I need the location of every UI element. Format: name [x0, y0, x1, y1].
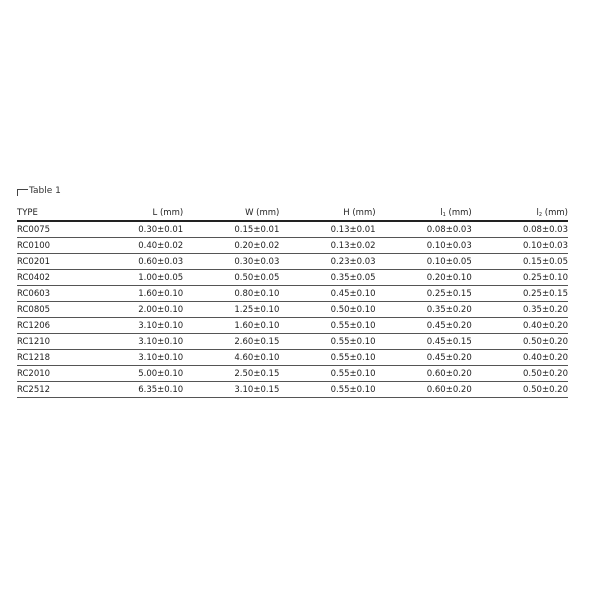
- value-cell: 0.45±0.10: [279, 286, 375, 302]
- header-unit: (mm): [253, 208, 280, 218]
- caption-bracket-icon: [17, 189, 28, 196]
- header-unit: (mm): [157, 208, 184, 218]
- type-cell: RC0402: [17, 270, 87, 286]
- table-row: [17, 350, 568, 366]
- table-caption: [17, 186, 61, 196]
- header-label: l: [440, 208, 443, 218]
- dimensions-table: [17, 204, 568, 398]
- value-cell: 1.60±0.10: [87, 286, 183, 302]
- caption-text: Table 1: [29, 186, 61, 196]
- value-cell: 0.15±0.05: [472, 254, 568, 270]
- value-cell: 0.55±0.10: [279, 334, 375, 350]
- header-label: L: [152, 208, 158, 218]
- value-cell: 1.60±0.10: [183, 318, 279, 334]
- value-cell: 0.45±0.20: [376, 350, 472, 366]
- type-cell: RC0075: [17, 221, 87, 238]
- value-cell: 0.45±0.20: [376, 318, 472, 334]
- value-cell: 0.50±0.05: [183, 270, 279, 286]
- value-cell: 2.50±0.15: [183, 366, 279, 382]
- value-cell: 0.20±0.10: [376, 270, 472, 286]
- value-cell: 0.25±0.15: [376, 286, 472, 302]
- value-cell: 2.00±0.10: [87, 302, 183, 318]
- type-cell: RC2010: [17, 366, 87, 382]
- value-cell: 0.45±0.15: [376, 334, 472, 350]
- header-unit: (mm): [445, 208, 472, 218]
- value-cell: 0.10±0.03: [472, 238, 568, 254]
- header-subscript: 2: [538, 212, 543, 218]
- value-cell: 0.55±0.10: [279, 318, 375, 334]
- type-cell: RC1206: [17, 318, 87, 334]
- value-cell: 5.00±0.10: [87, 366, 183, 382]
- value-cell: 0.35±0.05: [279, 270, 375, 286]
- value-cell: 3.10±0.10: [87, 318, 183, 334]
- type-cell: RC0805: [17, 302, 87, 318]
- value-cell: 6.35±0.10: [87, 382, 183, 398]
- table-row: [17, 302, 568, 318]
- header-unit: (mm): [349, 208, 376, 218]
- table-row: [17, 286, 568, 302]
- type-cell: RC2512: [17, 382, 87, 398]
- table-row: [17, 221, 568, 238]
- column-header: [472, 204, 568, 221]
- table-row: [17, 334, 568, 350]
- value-cell: 3.10±0.15: [183, 382, 279, 398]
- value-cell: 0.13±0.02: [279, 238, 375, 254]
- value-cell: 0.08±0.03: [376, 221, 472, 238]
- header-label: H: [343, 208, 350, 218]
- value-cell: 0.40±0.20: [472, 318, 568, 334]
- value-cell: 0.55±0.10: [279, 366, 375, 382]
- value-cell: 0.23±0.03: [279, 254, 375, 270]
- table-row: [17, 238, 568, 254]
- value-cell: 0.50±0.20: [472, 366, 568, 382]
- column-header: [17, 204, 87, 221]
- value-cell: 0.15±0.01: [183, 221, 279, 238]
- value-cell: 0.40±0.20: [472, 350, 568, 366]
- value-cell: 0.50±0.20: [472, 382, 568, 398]
- value-cell: 0.08±0.03: [472, 221, 568, 238]
- value-cell: 0.50±0.20: [472, 334, 568, 350]
- column-header: [183, 204, 279, 221]
- type-cell: RC0100: [17, 238, 87, 254]
- value-cell: 0.55±0.10: [279, 350, 375, 366]
- table-row: [17, 254, 568, 270]
- value-cell: 0.25±0.10: [472, 270, 568, 286]
- table-row: [17, 382, 568, 398]
- table-row: [17, 318, 568, 334]
- header-row: [17, 204, 568, 221]
- type-cell: RC1218: [17, 350, 87, 366]
- value-cell: 0.80±0.10: [183, 286, 279, 302]
- header-label: W: [245, 208, 254, 218]
- header-label: TYPE: [17, 208, 38, 218]
- value-cell: 1.25±0.10: [183, 302, 279, 318]
- value-cell: 2.60±0.15: [183, 334, 279, 350]
- table-row: [17, 270, 568, 286]
- type-cell: RC1210: [17, 334, 87, 350]
- value-cell: 0.55±0.10: [279, 382, 375, 398]
- value-cell: 1.00±0.05: [87, 270, 183, 286]
- column-header: [376, 204, 472, 221]
- value-cell: 0.25±0.15: [472, 286, 568, 302]
- value-cell: 0.60±0.20: [376, 382, 472, 398]
- value-cell: 0.13±0.01: [279, 221, 375, 238]
- value-cell: 0.60±0.03: [87, 254, 183, 270]
- value-cell: 0.10±0.05: [376, 254, 472, 270]
- value-cell: 0.30±0.01: [87, 221, 183, 238]
- value-cell: 0.50±0.10: [279, 302, 375, 318]
- value-cell: 0.35±0.20: [472, 302, 568, 318]
- value-cell: 4.60±0.10: [183, 350, 279, 366]
- column-header: [87, 204, 183, 221]
- value-cell: 0.40±0.02: [87, 238, 183, 254]
- value-cell: 0.35±0.20: [376, 302, 472, 318]
- header-subscript: 1: [442, 212, 446, 218]
- column-header: [279, 204, 375, 221]
- value-cell: 0.30±0.03: [183, 254, 279, 270]
- header-label: l: [536, 208, 539, 218]
- type-cell: RC0603: [17, 286, 87, 302]
- type-cell: RC0201: [17, 254, 87, 270]
- value-cell: 3.10±0.10: [87, 350, 183, 366]
- value-cell: 0.10±0.03: [376, 238, 472, 254]
- value-cell: 0.20±0.02: [183, 238, 279, 254]
- value-cell: 3.10±0.10: [87, 334, 183, 350]
- value-cell: 0.60±0.20: [376, 366, 472, 382]
- header-unit: (mm): [542, 208, 568, 218]
- table-row: [17, 366, 568, 382]
